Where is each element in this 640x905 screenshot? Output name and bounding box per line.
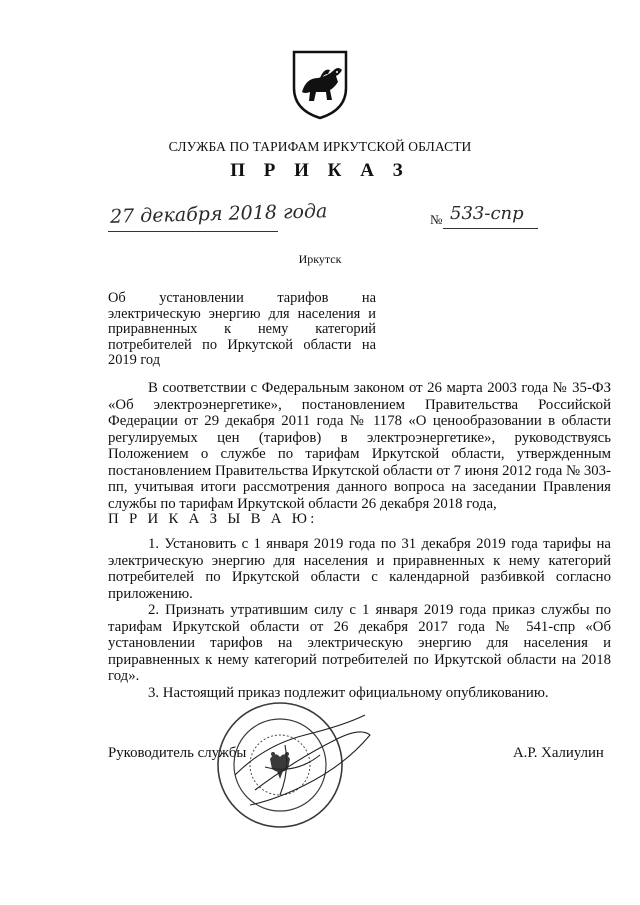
signatory-name: А.Р. Халиулин	[513, 745, 604, 761]
order-word: П Р И К А З Ы В А Ю:	[108, 511, 318, 527]
coat-of-arms-emblem	[290, 48, 350, 120]
date-underline	[108, 231, 278, 232]
handwritten-date: 27 декабря 2018 года	[109, 200, 328, 228]
order-item-3: 3. Настоящий приказ подлежит официальному опубликованию.	[148, 685, 549, 701]
order-item-2: 2. Признать утратившим силу с 1 января 2019 года приказ службы по тарифам Иркутской области от 26 декабря 2017 года № 541-спр «Об установлении тарифов на электрическую энергию для населения и приравненных к нему категорий потребителей по Иркутской области на 2018 год».	[108, 602, 611, 684]
handwritten-signature	[225, 705, 375, 825]
number-label: №	[430, 212, 443, 227]
signatory-role: Руководитель службы	[108, 745, 247, 761]
city-name: Иркутск	[298, 252, 342, 266]
preamble-paragraph: В соответствии с Федеральным законом от 26 марта 2003 года № 35-ФЗ «Об электроэнергетике», постановлением Правительства Российской Федерации от 29 декабря 2011 года № 1178 «О ценообразовании в области регулируемых цен (тарифов) в электроэнергетике», руководствуясь Положением о службе по тарифам Иркутской области, утвержденным постановлением Правительства Иркутской области от 7 июня 2012 года № 303-пп, учитывая итоги рассмотрения данного вопроса на заседании Правления службы по тарифам Иркутской области 26 декабря 2018 года,	[108, 380, 611, 512]
order-item-1: 1. Установить с 1 января 2019 года по 31 декабря 2019 года тарифы на электрическую энергию для населения и приравненных к нему категорий потребителей по Иркутской области с календарной разбивкой согласно приложению.	[108, 536, 611, 602]
order-subject: Об установлении тарифов на электрическую энергию для населения и приравненных к нему категорий потребителей по Иркутской области на 2019 год	[108, 290, 376, 369]
document-type-title: П Р И К А З	[230, 160, 410, 181]
handwritten-order-number: 533-спр	[450, 203, 524, 224]
agency-name: СЛУЖБА ПО ТАРИФАМ ИРКУТСКОЙ ОБЛАСТИ	[168, 139, 472, 154]
number-underline	[443, 228, 538, 229]
